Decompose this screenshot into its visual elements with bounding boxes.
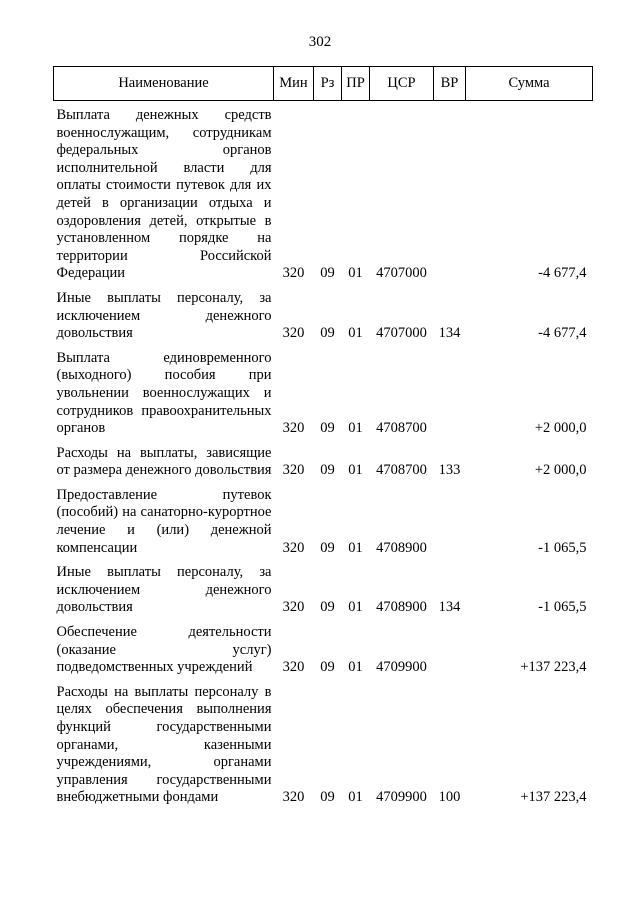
row-pr: 01 [348,420,363,437]
row-vr: 100 [438,789,461,806]
row-min: 320 [282,265,305,282]
row-min: 320 [282,462,305,479]
table-body [54,101,593,807]
row-sum: +137 223,4 [520,789,587,806]
row-name: Выплата денежных средств военнослужащим, сотрудникам федеральных органов исполнительной власти для оплаты стоимости путевок для их детей в организации отдыха и оздоровления детей, открытые в установленном порядке на территории Российской Федерации [56,107,272,282]
row-sum: -1 065,5 [538,539,587,556]
row-vr: 133 [438,462,461,479]
row-rz: 09 [320,659,335,676]
row-sum: -4 677,4 [538,325,587,342]
row-min: 320 [282,420,305,437]
row-rz: 09 [320,265,335,282]
row-name: Обеспечение деятельности (оказание услуг) подведомственных учреждений [56,624,272,676]
row-rz: 09 [320,599,335,616]
header-vr: ВР [434,67,466,101]
table-row [54,677,593,807]
table-row [54,617,593,677]
row-rz: 09 [320,325,335,342]
row-name: Расходы на выплаты персоналу в целях обеспечения выполнения функций государственными органами, казенными учреждениями, органами управления государственными внебюджетными фондами [56,683,272,806]
row-min: 320 [282,599,305,616]
row-min: 320 [282,325,305,342]
row-vr [434,343,466,438]
row-csr: 4709900 [376,659,427,676]
row-csr: 4708900 [376,539,427,556]
row-min: 320 [282,789,305,806]
row-rz: 09 [320,539,335,556]
row-csr: 4707000 [376,325,427,342]
row-sum: -1 065,5 [538,599,587,616]
row-vr: 134 [438,599,461,616]
row-vr [434,617,466,677]
budget-table [53,66,593,807]
row-name: Предоставление путевок (пособий) на санаторно-курортное лечение и (или) денежной компенсации [56,486,272,556]
table-row [54,283,593,343]
page-number: 302 [308,34,332,50]
row-csr: 4707000 [376,265,427,282]
row-rz: 09 [320,462,335,479]
header-name: Наименование [54,67,274,101]
row-csr: 4708700 [376,462,427,479]
row-min: 320 [282,539,305,556]
row-rz: 09 [320,420,335,437]
row-sum: -4 677,4 [538,265,587,282]
row-name: Выплата единовременного (выходного) пособия при увольнении военнослужащих и сотрудников правоохранительных органов [56,349,272,437]
row-rz: 09 [320,789,335,806]
row-pr: 01 [348,325,363,342]
row-csr: 4708700 [376,420,427,437]
row-vr [434,101,466,283]
row-vr: 134 [438,325,461,342]
row-pr: 01 [348,462,363,479]
header-min: Мин [274,67,314,101]
table-row [54,557,593,617]
table-row [54,438,593,480]
header-sum: Сумма [466,67,593,101]
row-pr: 01 [348,539,363,556]
row-pr: 01 [348,599,363,616]
row-pr: 01 [348,659,363,676]
row-csr: 4709900 [376,789,427,806]
row-csr: 4708900 [376,599,427,616]
table-header [54,67,593,101]
row-name: Расходы на выплаты, зависящие от размера денежного довольствия [56,444,272,479]
row-name: Иные выплаты персоналу, за исключением денежного довольствия [56,564,272,616]
table-row [54,101,593,283]
row-sum: +2 000,0 [534,462,587,479]
row-sum: +2 000,0 [534,420,587,437]
row-min: 320 [282,659,305,676]
header-pr: ПР [342,67,370,101]
table-row [54,480,593,557]
row-sum: +137 223,4 [520,659,587,676]
header-csr: ЦСР [370,67,434,101]
row-pr: 01 [348,789,363,806]
row-name: Иные выплаты персоналу, за исключением денежного довольствия [56,289,272,342]
row-pr: 01 [348,265,363,282]
table-row [54,343,593,438]
header-rz: Рз [314,67,342,101]
row-vr [434,480,466,557]
